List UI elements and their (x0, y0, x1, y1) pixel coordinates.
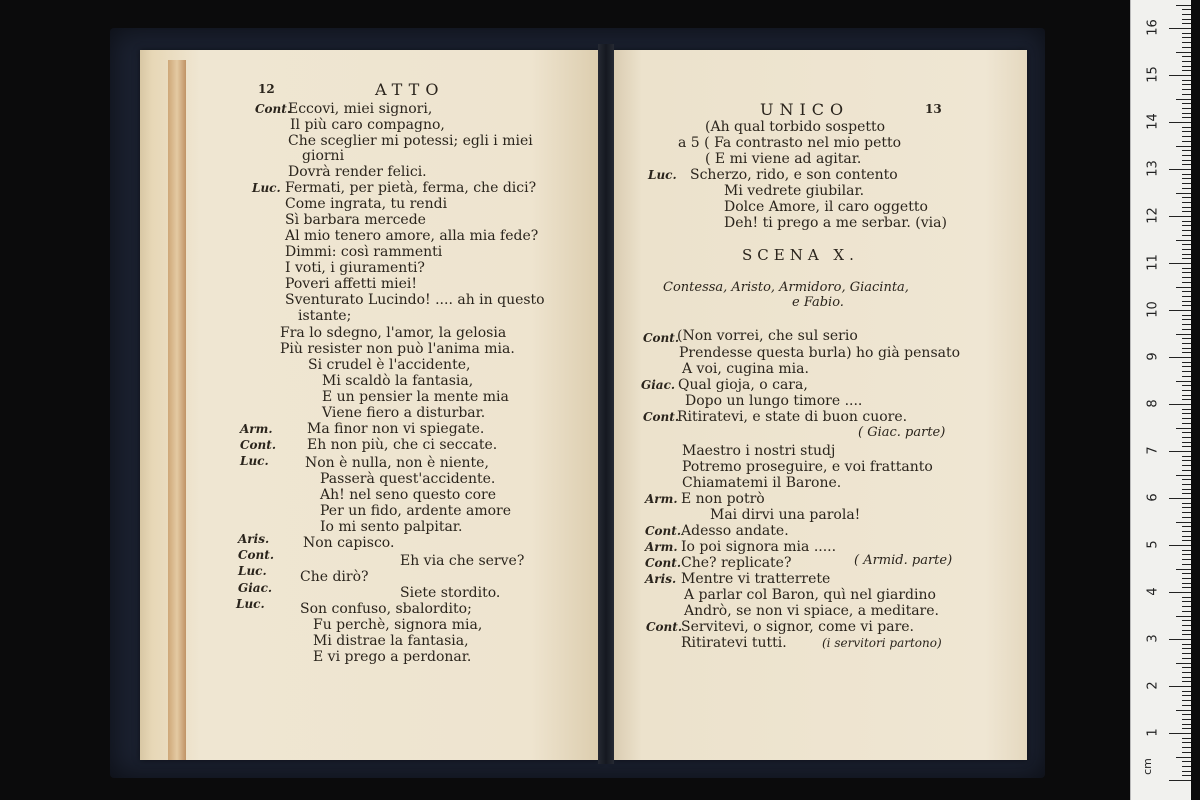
ruler-number: 16 (1145, 19, 1161, 36)
speaker-label: Giac. (238, 581, 273, 595)
speaker-label: Luc. (252, 181, 281, 195)
ruler-tick (1169, 310, 1191, 311)
verse-line: Per un fido, ardente amore (320, 503, 512, 519)
ruler-tick (1182, 70, 1191, 71)
ruler-tick (1182, 211, 1191, 212)
ruler-tick (1182, 432, 1191, 433)
ruler-tick (1176, 99, 1191, 100)
verse-line: Eccovi, miei signori, (288, 101, 433, 117)
ruler-tick (1182, 103, 1191, 104)
ruler-tick (1182, 127, 1191, 128)
verse-line: Che sceglier mi potessi; egli i miei (288, 133, 533, 149)
verse-line: Andrò, se non vi spiace, a meditare. (684, 603, 939, 619)
ruler-tick (1182, 9, 1191, 10)
speaker-label: Arm. (645, 492, 678, 506)
verse-line: E un pensier la mente mia (322, 389, 509, 405)
ruler-tick (1182, 376, 1191, 377)
ruler-tick (1182, 324, 1191, 325)
ruler-tick (1182, 418, 1191, 419)
verse-line: Più resister non può l'anima mia. (280, 341, 515, 357)
speaker-label: Cont. (240, 438, 276, 452)
verse-line: Chiamatemi il Barone. (682, 475, 842, 491)
ruler-tick (1182, 131, 1191, 132)
ruler-number: 7 (1145, 446, 1161, 455)
speaker-label: Cont. (643, 331, 679, 345)
ruler-tick (1182, 33, 1191, 34)
ruler-tick (1169, 592, 1191, 593)
verse-line: Servitevi, o signor, come vi pare. (681, 619, 915, 635)
speaker-label: Luc. (238, 564, 267, 578)
book-gutter (598, 44, 614, 764)
verse-line: istante; (298, 308, 352, 324)
ruler-unit: cm (1140, 758, 1154, 775)
measurement-ruler (1130, 0, 1191, 800)
ruler-tick (1182, 587, 1191, 588)
ruler-tick (1182, 141, 1191, 142)
ruler-tick (1182, 174, 1191, 175)
ruler-tick (1182, 366, 1191, 367)
verse-line: Io mi sento palpitar. (320, 519, 463, 535)
ruler-tick (1182, 225, 1191, 226)
verse-line: a 5 ( Fa contrasto nel mio petto (678, 135, 902, 151)
ruler-tick (1182, 771, 1191, 772)
ruler-tick (1182, 719, 1191, 720)
verse-line: Poveri affetti miei! (285, 276, 417, 292)
speaker-label: Arm. (645, 540, 678, 554)
ruler-tick (1182, 352, 1191, 353)
ruler-tick (1182, 479, 1191, 480)
ruler-tick (1182, 202, 1191, 203)
verse-line: A parlar col Baron, quì nel giardino (684, 587, 936, 603)
ruler-tick (1182, 277, 1191, 278)
left-page-number: 12 (258, 82, 275, 96)
ruler-number: 9 (1145, 352, 1161, 361)
ruler-number: 14 (1145, 113, 1161, 130)
ruler-tick (1182, 597, 1191, 598)
ruler-number: 10 (1145, 301, 1161, 318)
ruler-tick (1176, 52, 1191, 53)
verse-line: Prendesse questa burla) ho già pensato (679, 345, 961, 361)
ruler-tick (1182, 268, 1191, 269)
left-page-header: ATTO (375, 80, 445, 99)
ruler-tick (1182, 319, 1191, 320)
ruler-tick (1182, 601, 1191, 602)
ruler-tick (1182, 315, 1191, 316)
ruler-tick (1182, 747, 1191, 748)
ruler-tick (1182, 89, 1191, 90)
scene-cast: e Fabio. (792, 295, 844, 310)
speaker-label: Cont. (645, 524, 681, 538)
right-page-number: 13 (925, 102, 942, 116)
ruler-tick (1182, 296, 1191, 297)
verse-line: ( E mi viene ad agitar. (705, 151, 862, 167)
verse-line: Dopo un lungo timore .... (685, 393, 863, 409)
ruler-tick (1182, 620, 1191, 621)
ruler-tick (1182, 775, 1191, 776)
ruler-tick (1182, 714, 1191, 715)
verse-line: Potremo proseguire, e voi frattanto (682, 459, 933, 475)
ruler-number: 1 (1145, 728, 1161, 737)
ruler-tick (1169, 545, 1191, 546)
ruler-tick (1182, 244, 1191, 245)
ruler-tick (1182, 456, 1191, 457)
verse-line: Qual gioja, o cara, (678, 377, 808, 393)
ruler-tick (1182, 536, 1191, 537)
verse-line: Si crudel è l'accidente, (308, 357, 471, 373)
speaker-label: Cont. (645, 556, 681, 570)
ruler-tick (1182, 14, 1191, 15)
ruler-tick (1182, 493, 1191, 494)
ruler-tick (1182, 517, 1191, 518)
ruler-tick (1182, 658, 1191, 659)
verse-line: Adesso andate. (681, 523, 789, 539)
ruler-tick (1182, 705, 1191, 706)
verse-line: Passerà quest'accidente. (320, 471, 496, 487)
ruler-tick (1182, 94, 1191, 95)
ruler-tick (1182, 258, 1191, 259)
ruler-tick (1182, 531, 1191, 532)
ruler-tick (1182, 409, 1191, 410)
verse-line: Fu perchè, signora mia, (313, 617, 483, 633)
ruler-tick (1182, 329, 1191, 330)
verse-line: Che dirò? (300, 569, 369, 585)
ruler-tick (1176, 475, 1191, 476)
verse-line: E non potrò (681, 491, 765, 507)
verse-line: Ritiratevi, e state di buon cuore. (677, 409, 908, 425)
ruler-tick (1182, 301, 1191, 302)
ruler-tick (1182, 559, 1191, 560)
speaker-label: Cont. (255, 102, 291, 116)
ruler-tick (1182, 634, 1191, 635)
ruler-tick (1182, 230, 1191, 231)
ruler-tick (1182, 484, 1191, 485)
verse-line: Mi vedrete giubilar. (724, 183, 865, 199)
verse-line: Maestro i nostri studj (682, 443, 836, 459)
ruler-number: 11 (1145, 254, 1161, 271)
ruler-tick (1176, 710, 1191, 711)
ruler-tick (1182, 738, 1191, 739)
ruler-tick (1182, 423, 1191, 424)
verse-line: Ma finor non vi spiegate. (307, 421, 485, 437)
ruler-tick (1169, 216, 1191, 217)
ruler-tick (1176, 240, 1191, 241)
speaker-label: Giac. (641, 378, 676, 392)
ruler-tick (1182, 371, 1191, 372)
speaker-label: Cont. (643, 410, 679, 424)
ruler-number: 13 (1145, 160, 1161, 177)
verse-line: Sì barbara mercede (285, 212, 426, 228)
ruler-tick (1182, 503, 1191, 504)
verse-line: I voti, i giuramenti? (285, 260, 425, 276)
speaker-label: Aris. (645, 572, 677, 586)
verse-line: Ah! nel seno questo core (320, 487, 496, 503)
ruler-tick (1182, 648, 1191, 649)
ruler-tick (1182, 178, 1191, 179)
ruler-tick (1182, 207, 1191, 208)
ruler-tick (1182, 728, 1191, 729)
verse-line: Sventurato Lucindo! .... ah in questo (285, 292, 545, 308)
ruler-tick (1169, 263, 1191, 264)
verse-line: Fra lo sdegno, l'amor, la gelosia (280, 325, 507, 341)
ruler-tick (1169, 780, 1191, 781)
ruler-tick (1182, 691, 1191, 692)
ruler-number: 12 (1145, 207, 1161, 224)
ruler-tick (1182, 254, 1191, 255)
ruler-tick (1182, 395, 1191, 396)
ruler-tick (1182, 362, 1191, 363)
verse-line: Viene fiero a disturbar. (322, 405, 486, 421)
ruler-tick (1182, 761, 1191, 762)
verse-line: Mai dirvi una parola! (710, 507, 861, 523)
ruler-tick (1182, 681, 1191, 682)
stage-direction: (i servitori partono) (822, 636, 942, 650)
ruler-tick (1182, 19, 1191, 20)
ruler-tick (1182, 766, 1191, 767)
verse-line: Come ingrata, tu rendi (285, 196, 448, 212)
ruler-tick (1169, 404, 1191, 405)
ruler-tick (1169, 75, 1191, 76)
ruler-tick (1182, 385, 1191, 386)
verse-line: Io poi signora mia ..... (681, 539, 837, 555)
ruler-tick (1182, 188, 1191, 189)
verse-line: Il più caro compagno, (290, 117, 445, 133)
verse-line: Mi scaldò la fantasia, (322, 373, 474, 389)
verse-line: Eh via che serve? (400, 553, 525, 569)
verse-line: Dolce Amore, il caro oggetto (724, 199, 928, 215)
ruler-tick (1176, 663, 1191, 664)
ruler-tick (1182, 183, 1191, 184)
ruler-tick (1182, 564, 1191, 565)
ruler-tick (1176, 757, 1191, 758)
ruler-tick (1182, 221, 1191, 222)
ruler-tick (1182, 625, 1191, 626)
ruler-tick (1169, 28, 1191, 29)
ruler-tick (1182, 606, 1191, 607)
ruler-tick (1169, 686, 1191, 687)
verse-line: Deh! ti prego a me serbar. (via) (724, 215, 947, 231)
ruler-tick (1182, 338, 1191, 339)
ruler-tick (1182, 573, 1191, 574)
ruler-tick (1182, 667, 1191, 668)
ruler-tick (1182, 305, 1191, 306)
speaker-label: Aris. (238, 532, 270, 546)
speaker-label: Luc. (648, 168, 677, 182)
ruler-tick (1182, 540, 1191, 541)
ruler-tick (1182, 460, 1191, 461)
ruler-tick (1182, 282, 1191, 283)
ruler-tick (1182, 160, 1191, 161)
verse-line: Scherzo, rido, e son contento (690, 167, 898, 183)
verse-line: (Ah qual torbido sospetto (705, 119, 886, 135)
ruler-tick (1182, 512, 1191, 513)
ruler-tick (1182, 23, 1191, 24)
ruler-tick (1182, 113, 1191, 114)
ruler-tick (1182, 249, 1191, 250)
ruler-tick (1182, 677, 1191, 678)
verse-line: Son confuso, sbalordito; (300, 601, 472, 617)
verse-line: Non capisco. (303, 535, 395, 551)
verse-line: Eh non più, che ci seccate. (307, 437, 498, 453)
ruler-tick (1182, 526, 1191, 527)
speaker-label: Cont. (238, 548, 274, 562)
ruler-tick (1182, 399, 1191, 400)
ruler-tick (1169, 733, 1191, 734)
ruler-tick (1176, 193, 1191, 194)
ruler-tick (1182, 108, 1191, 109)
verse-line: Ritiratevi tutti. (681, 635, 787, 651)
ruler-tick (1182, 644, 1191, 645)
ruler-number: 3 (1145, 634, 1161, 643)
ruler-tick (1182, 442, 1191, 443)
ruler-tick (1182, 155, 1191, 156)
ruler-tick (1176, 146, 1191, 147)
verse-line: E vi prego a perdonar. (313, 649, 472, 665)
ruler-tick (1182, 84, 1191, 85)
verse-line: Siete stordito. (400, 585, 501, 601)
ruler-tick (1182, 390, 1191, 391)
scene-cast: Contessa, Aristo, Armidoro, Giacinta, (663, 280, 909, 295)
ruler-tick (1182, 630, 1191, 631)
ruler-tick (1182, 136, 1191, 137)
ruler-tick (1182, 700, 1191, 701)
ruler-tick (1169, 357, 1191, 358)
ruler-tick (1176, 428, 1191, 429)
ruler-number: 5 (1145, 540, 1161, 549)
verse-line: Mentre vi tratterrete (681, 571, 831, 587)
ruler-tick (1169, 122, 1191, 123)
stage-direction: ( Giac. parte) (858, 425, 946, 440)
speaker-label: Luc. (236, 597, 265, 611)
ruler-tick (1182, 550, 1191, 551)
stage-direction: ( Armid. parte) (854, 553, 953, 568)
ruler-tick (1182, 348, 1191, 349)
ruler-number: 6 (1145, 493, 1161, 502)
ruler-tick (1182, 470, 1191, 471)
ruler-tick (1182, 578, 1191, 579)
ruler-tick (1182, 37, 1191, 38)
ruler-tick (1169, 169, 1191, 170)
ruler-tick (1182, 724, 1191, 725)
ruler-tick (1182, 80, 1191, 81)
verse-line: Che? replicate? (681, 555, 792, 571)
speaker-label: Luc. (240, 454, 269, 468)
ruler-tick (1182, 272, 1191, 273)
ruler-tick (1182, 235, 1191, 236)
ruler-tick (1182, 42, 1191, 43)
speaker-label: Arm. (240, 422, 273, 436)
ruler-tick (1182, 653, 1191, 654)
scene-title: SCENA X. (742, 246, 859, 264)
ruler-tick (1182, 343, 1191, 344)
ruler-tick (1182, 583, 1191, 584)
ruler-number: 15 (1145, 66, 1161, 83)
ruler-tick (1182, 164, 1191, 165)
ruler-tick (1176, 569, 1191, 570)
ruler-tick (1182, 752, 1191, 753)
ruler-tick (1176, 334, 1191, 335)
verse-line: Dovrà render felici. (288, 164, 427, 180)
verse-line: A voi, cugina mia. (682, 361, 809, 377)
ruler-tick (1182, 61, 1191, 62)
ruler-tick (1182, 291, 1191, 292)
verse-line: Mi distrae la fantasia, (313, 633, 469, 649)
ruler-tick (1169, 451, 1191, 452)
ruler-tick (1182, 56, 1191, 57)
ruler-tick (1182, 672, 1191, 673)
ruler-tick (1176, 522, 1191, 523)
ruler-tick (1169, 498, 1191, 499)
ruler-number: 2 (1145, 681, 1161, 690)
ruler-tick (1182, 489, 1191, 490)
ruler-tick (1182, 742, 1191, 743)
ruler-tick (1182, 611, 1191, 612)
ruler-tick (1182, 507, 1191, 508)
speaker-label: Cont. (646, 620, 682, 634)
ruler-tick (1182, 554, 1191, 555)
verse-line: Dimmi: così rammenti (285, 244, 443, 260)
ruler-tick (1182, 197, 1191, 198)
ruler-tick (1182, 695, 1191, 696)
ruler-tick (1176, 381, 1191, 382)
ruler-tick (1182, 437, 1191, 438)
ruler-tick (1182, 66, 1191, 67)
verse-line: Fermati, per pietà, ferma, che dici? (285, 180, 537, 196)
verse-line: (Non vorrei, che sul serio (677, 328, 858, 344)
ruler-tick (1182, 47, 1191, 48)
ruler-tick (1176, 616, 1191, 617)
ruler-tick (1182, 117, 1191, 118)
ruler-number: 8 (1145, 399, 1161, 408)
ruler-tick (1182, 150, 1191, 151)
verse-line: giorni (302, 148, 345, 164)
verse-line: Al mio tenero amore, alla mia fede? (285, 228, 539, 244)
ruler-tick (1182, 413, 1191, 414)
ruler-tick (1176, 5, 1191, 6)
ruler-tick (1169, 639, 1191, 640)
ruler-tick (1176, 287, 1191, 288)
ruler-tick (1182, 465, 1191, 466)
ruler-tick (1182, 446, 1191, 447)
ruler-number: 4 (1145, 587, 1161, 596)
page-edge-stack (168, 60, 186, 760)
verse-line: Non è nulla, non è niente, (305, 455, 489, 471)
right-page-header: UNICO (760, 100, 850, 119)
